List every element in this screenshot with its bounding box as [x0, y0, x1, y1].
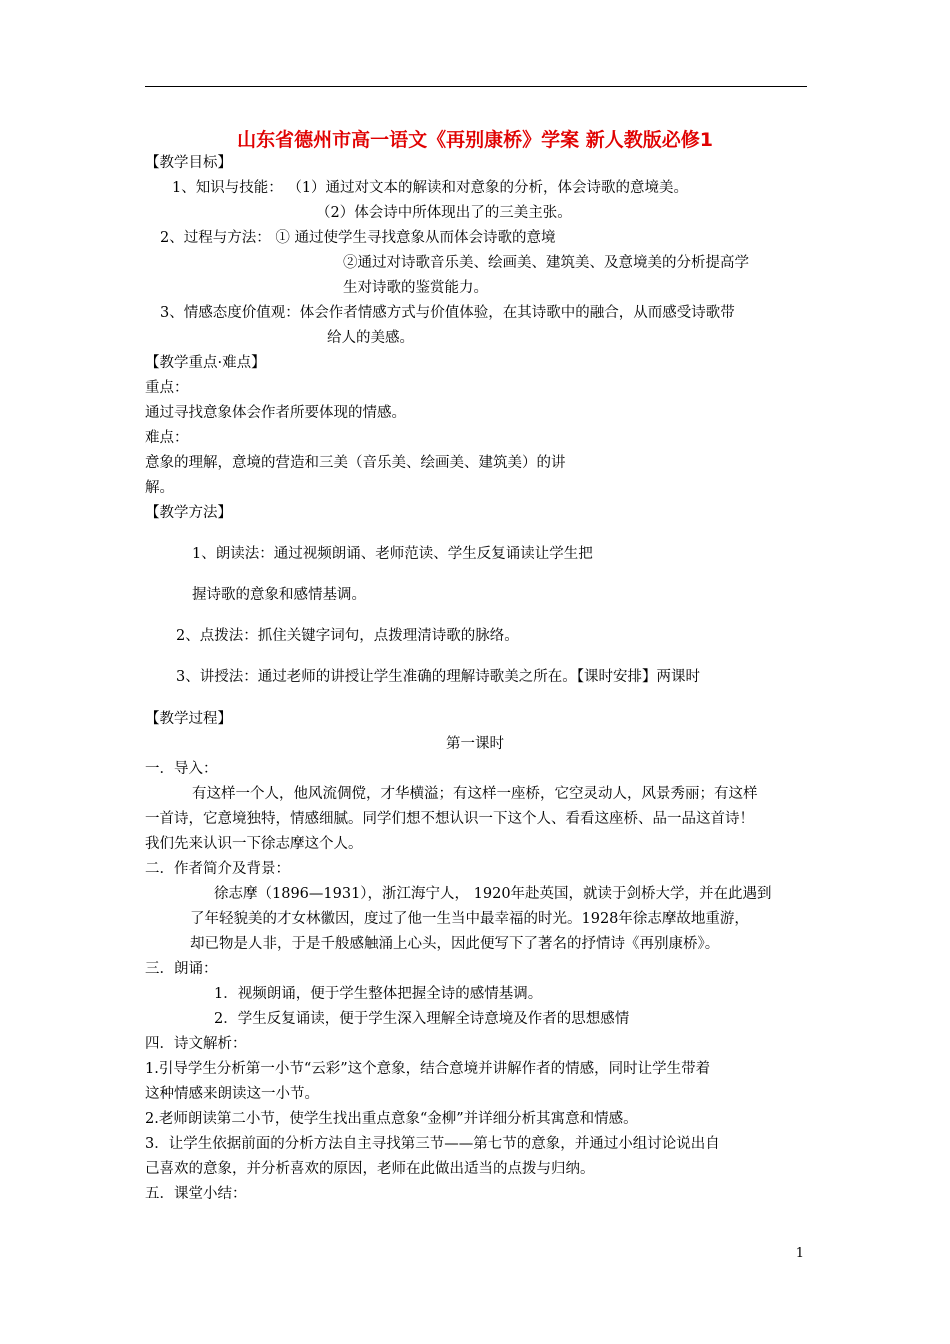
section-author: 二．作者简介及背景：	[145, 861, 290, 877]
intro-para-3: 我们先来认识一下徐志摩这个人。	[145, 836, 363, 852]
section-intro: 一．导入：	[145, 761, 218, 777]
section-summary: 五．课堂小结：	[145, 1186, 247, 1202]
key-points-heading: 【教学重点·难点】	[145, 355, 266, 371]
objective-process-1: 2、过程与方法： ① 通过使学生寻找意象从而体会诗歌的意境	[160, 230, 556, 246]
analysis-item-1b: 这种情感来朗读这一小节。	[145, 1086, 319, 1102]
section-analysis: 四．诗文解析：	[145, 1036, 247, 1052]
objective-process-3: 生对诗歌的鉴赏能力。	[343, 280, 488, 296]
header-rule	[145, 86, 807, 87]
recite-item-1: 1．视频朗诵，便于学生整体把握全诗的感情基调。	[214, 986, 543, 1002]
objective-process-2: ②通过对诗歌音乐美、绘画美、建筑美、及意境美的分析提高学	[343, 255, 749, 271]
recite-item-2: 2．学生反复诵读，便于学生深入理解全诗意境及作者的思想感情	[214, 1011, 630, 1027]
author-para-2: 了年轻貌美的才女林徽因，度过了他一生当中最幸福的时光。1928年徐志摩故地重游，	[190, 911, 749, 927]
process-heading: 【教学过程】	[145, 711, 232, 727]
analysis-item-2: 2.老师朗读第二小节，使学生找出重点意象“金柳”并详细分析其寓意和情感。	[145, 1111, 638, 1127]
intro-para-2: 一首诗，它意境独特，情感细腻。同学们想不想认识一下这个人、看看这座桥、品一品这首诗！	[145, 811, 754, 827]
method-1a: 1、朗读法：通过视频朗诵、老师范读、学生反复诵读让学生把	[192, 546, 593, 562]
objective-emotion-1: 3、情感态度价值观：体会作者情感方式与价值体验，在其诗歌中的融合，从而感受诗歌带	[160, 305, 735, 321]
objective-emotion-2: 给人的美感。	[327, 330, 414, 346]
author-para-3: 却已物是人非，于是千般感触涌上心头，因此便写下了著名的抒情诗《再别康桥》。	[190, 936, 720, 952]
difficulty-label: 难点：	[145, 430, 189, 446]
analysis-item-1a: 1.引导学生分析第一小节“云彩”这个意象，结合意境并讲解作者的情感，同时让学生带着	[145, 1061, 711, 1077]
objective-knowledge-2: （2）体会诗中所体现出了的三美主张。	[316, 205, 572, 221]
key-text: 通过寻找意象体会作者所要体现的情感。	[145, 405, 406, 421]
objectives-heading: 【教学目标】	[145, 155, 232, 171]
document-title: 山东省德州市高一语文《再别康桥》学案 新人教版必修1	[237, 129, 713, 151]
analysis-item-3b: 己喜欢的意象，并分析喜欢的原因，老师在此做出适当的点拨与归纳。	[145, 1161, 595, 1177]
method-2: 2、点拨法：抓住关键字词句，点拨理清诗歌的脉络。	[176, 628, 519, 644]
difficulty-text-1: 意象的理解，意境的营造和三美（音乐美、绘画美、建筑美）的讲	[145, 455, 566, 471]
author-para-1: 徐志摩（1896—1931），浙江海宁人， 1920年赴英国，就读于剑桥大学，并在此遇到	[214, 886, 772, 902]
difficulty-text-2: 解。	[145, 480, 174, 496]
objective-knowledge-1: 1、知识与技能： （1）通过对文本的解读和对意象的分析，体会诗歌的意境美。	[172, 180, 689, 196]
lesson-title: 第一课时	[446, 736, 504, 752]
methods-heading: 【教学方法】	[145, 505, 232, 521]
key-label: 重点：	[145, 380, 189, 396]
analysis-item-3a: 3．让学生依据前面的分析方法自主寻找第三节——第七节的意象，并通过小组讨论说出自	[145, 1136, 720, 1152]
section-recite: 三．朗诵：	[145, 961, 218, 977]
method-3: 3、讲授法：通过老师的讲授让学生准确的理解诗歌美之所在。【课时安排】两课时	[176, 669, 700, 685]
intro-para-1: 有这样一个人，他风流倜傥，才华横溢；有这样一座桥，它空灵动人，风景秀丽；有这样	[192, 786, 758, 802]
method-1b: 握诗歌的意象和感情基调。	[192, 587, 366, 603]
page-number: 1	[795, 1246, 804, 1261]
